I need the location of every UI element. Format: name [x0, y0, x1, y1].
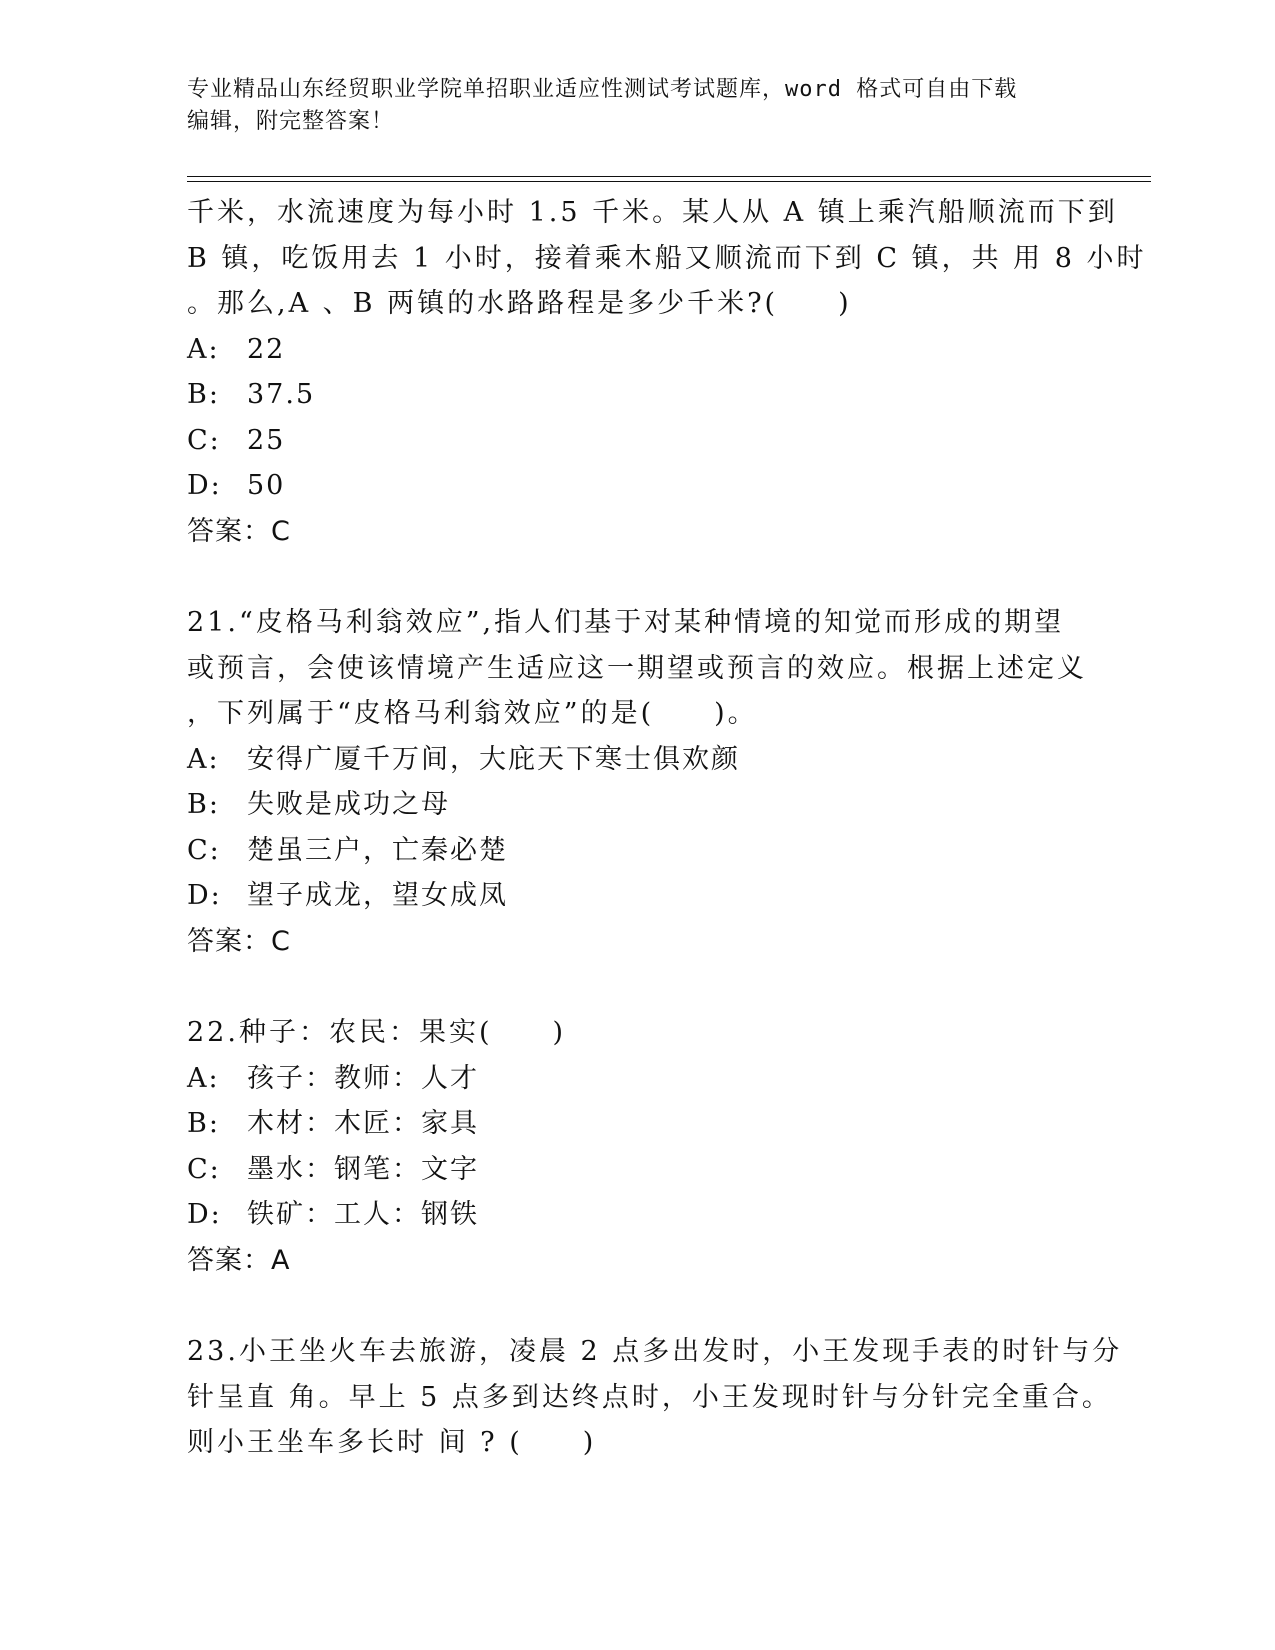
option-d — [187, 873, 1087, 919]
option-letter: B: — [187, 379, 220, 410]
option-d — [187, 463, 1087, 509]
header-divider-bottom — [187, 181, 1151, 182]
option-text: 37.5 — [247, 379, 316, 410]
option-text: 22 — [247, 333, 286, 365]
question-text-line: 针呈直 角。早上 5 点多到达终点时，小王发现时针与分针完全重合。 — [187, 1381, 1112, 1413]
spacer — [187, 1283, 1087, 1329]
option-c — [187, 1147, 1087, 1193]
option-text: 50 — [247, 470, 286, 501]
option-letter: A: — [187, 1062, 220, 1094]
option-text: 安得广厦千万间，大庇天下寒士俱欢颜 — [247, 743, 740, 775]
option-b — [187, 372, 1087, 418]
option-text: 木材：木匠：家具 — [247, 1108, 479, 1139]
option-a — [187, 1056, 1087, 1102]
option-letter: C: — [187, 1153, 221, 1185]
question-22 — [187, 1010, 1087, 1283]
option-c — [187, 418, 1087, 464]
header-line-1: 专业精品山东经贸职业学院单招职业适应性测试考试题库，word 格式可自由下载 — [187, 77, 1018, 102]
question-20 — [187, 190, 1147, 554]
option-a — [187, 327, 1087, 373]
option-letter: A: — [187, 333, 220, 365]
option-letter: D: — [187, 470, 222, 501]
answer-line: 答案：C — [187, 925, 291, 957]
header-line-2: 编辑，附完整答案！ — [187, 109, 395, 134]
option-text: 望子成龙，望女成凤 — [247, 880, 508, 911]
question-text-line: 23.小王坐火车去旅游，凌晨 2 点多出发时，小王发现手表的时针与分 — [187, 1336, 1123, 1367]
option-b — [187, 782, 1087, 828]
option-b — [187, 1101, 1087, 1147]
option-text: 孩子：教师：人才 — [247, 1062, 479, 1094]
question-text-line: 或预言，会使该情境产生适应这一期望或预言的效应。根据上述定义 — [187, 652, 1087, 684]
question-text-line: 22.种子：农民：果实( ) — [187, 1017, 567, 1048]
question-text-line: 21.“皮格马利翁效应”,指人们基于对某种情境的知觉而形成的期望 — [187, 607, 1065, 638]
option-d — [187, 1192, 1087, 1238]
question-23 — [187, 1329, 1123, 1466]
option-text: 墨水：钢笔：文字 — [247, 1153, 479, 1185]
option-letter: C: — [187, 424, 221, 456]
option-c — [187, 828, 1087, 874]
option-letter: A: — [187, 743, 220, 775]
option-letter: D: — [187, 1199, 222, 1230]
answer-line: 答案：A — [187, 1244, 291, 1276]
question-21 — [187, 600, 1087, 964]
question-text-line: ，下列属于“皮格马利翁效应”的是( )。 — [187, 698, 758, 729]
option-a — [187, 737, 1087, 783]
answer-line: 答案：C — [187, 515, 291, 547]
header-divider-top — [187, 176, 1151, 177]
option-letter: B: — [187, 789, 220, 820]
spacer — [187, 964, 1087, 1010]
question-text-line: 千米，水流速度为每小时 1.5 千米。某人从 A 镇上乘汽船顺流而下到 — [187, 197, 1118, 228]
option-letter: C: — [187, 834, 221, 866]
question-text-line: B 镇，吃饭用去 1 小时，接着乘木船又顺流而下到 C 镇，共 用 8 小时 — [187, 242, 1147, 274]
question-content — [187, 190, 1147, 1466]
page-header — [187, 74, 1067, 138]
option-text: 楚虽三户，亡秦必楚 — [247, 834, 508, 866]
question-text-line: 。那么,A 、B 两镇的水路路程是多少千米?( ) — [187, 288, 852, 319]
spacer — [187, 554, 1087, 600]
question-text-line: 则小王坐车多长时 间 ? ( ) — [187, 1427, 597, 1458]
option-text: 铁矿：工人：钢铁 — [247, 1199, 479, 1230]
option-letter: B: — [187, 1108, 220, 1139]
option-text: 25 — [247, 424, 286, 456]
option-letter: D: — [187, 880, 222, 911]
option-text: 失败是成功之母 — [247, 789, 450, 820]
